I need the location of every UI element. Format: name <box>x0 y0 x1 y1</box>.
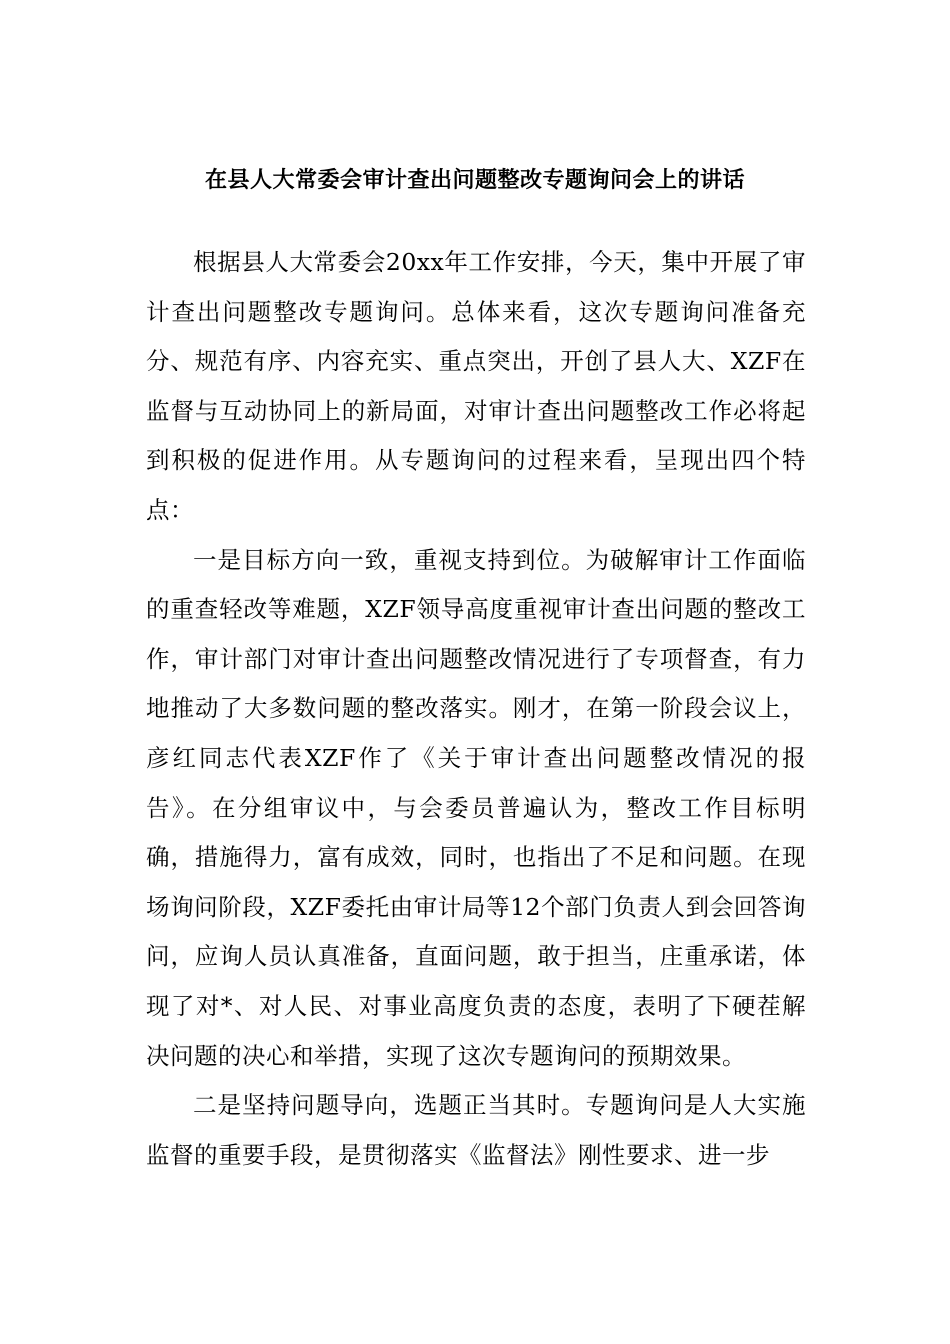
paragraph-intro: 根据县人大常委会20xx年工作安排，今天，集中开展了审计查出问题整改专题询问。总体来看，这次专题询问准备充分、规范有序、内容充实、重点突出，开创了县人大、XZF在监督与互动协同上的新局面，对审计查出问题整改工作必将起到积极的促进作用。从专题询问的过程来看，呈现出四个特点： <box>146 248 806 524</box>
document-body <box>146 238 806 1180</box>
document-title: 在县人大常委会审计查出问题整改专题询问会上的讲话 <box>204 167 745 193</box>
paragraph-point-two: 二是坚持问题导向，选题正当其时。专题询问是人大实施监督的重要手段，是贯彻落实《监督法》刚性要求、进一步 <box>146 1091 806 1169</box>
paragraph-point-one: 一是目标方向一致，重视支持到位。为破解审计工作面临的重查轻改等难题，XZF领导高度重视审计查出问题的整改工作，审计部门对审计查出问题整改情况进行了专项督查，有力地推动了大多数问题的整改落实。刚才，在第一阶段会议上，彦红同志代表XZF作了《关于审计查出问题整改情况的报告》。在分组审议中，与会委员普遍认为，整改工作目标明确，措施得力，富有成效，同时，也指出了不足和问题。在现场询问阶段，XZF委托由审计局等12个部门负责人到会回答询问，应询人员认真准备，直面问题，敢于担当，庄重承诺，体现了对*、对人民、对事业高度负责的态度，表明了下硬茬解决问题的决心和举措，实现了这次专题询问的预期效果。 <box>146 545 806 1070</box>
